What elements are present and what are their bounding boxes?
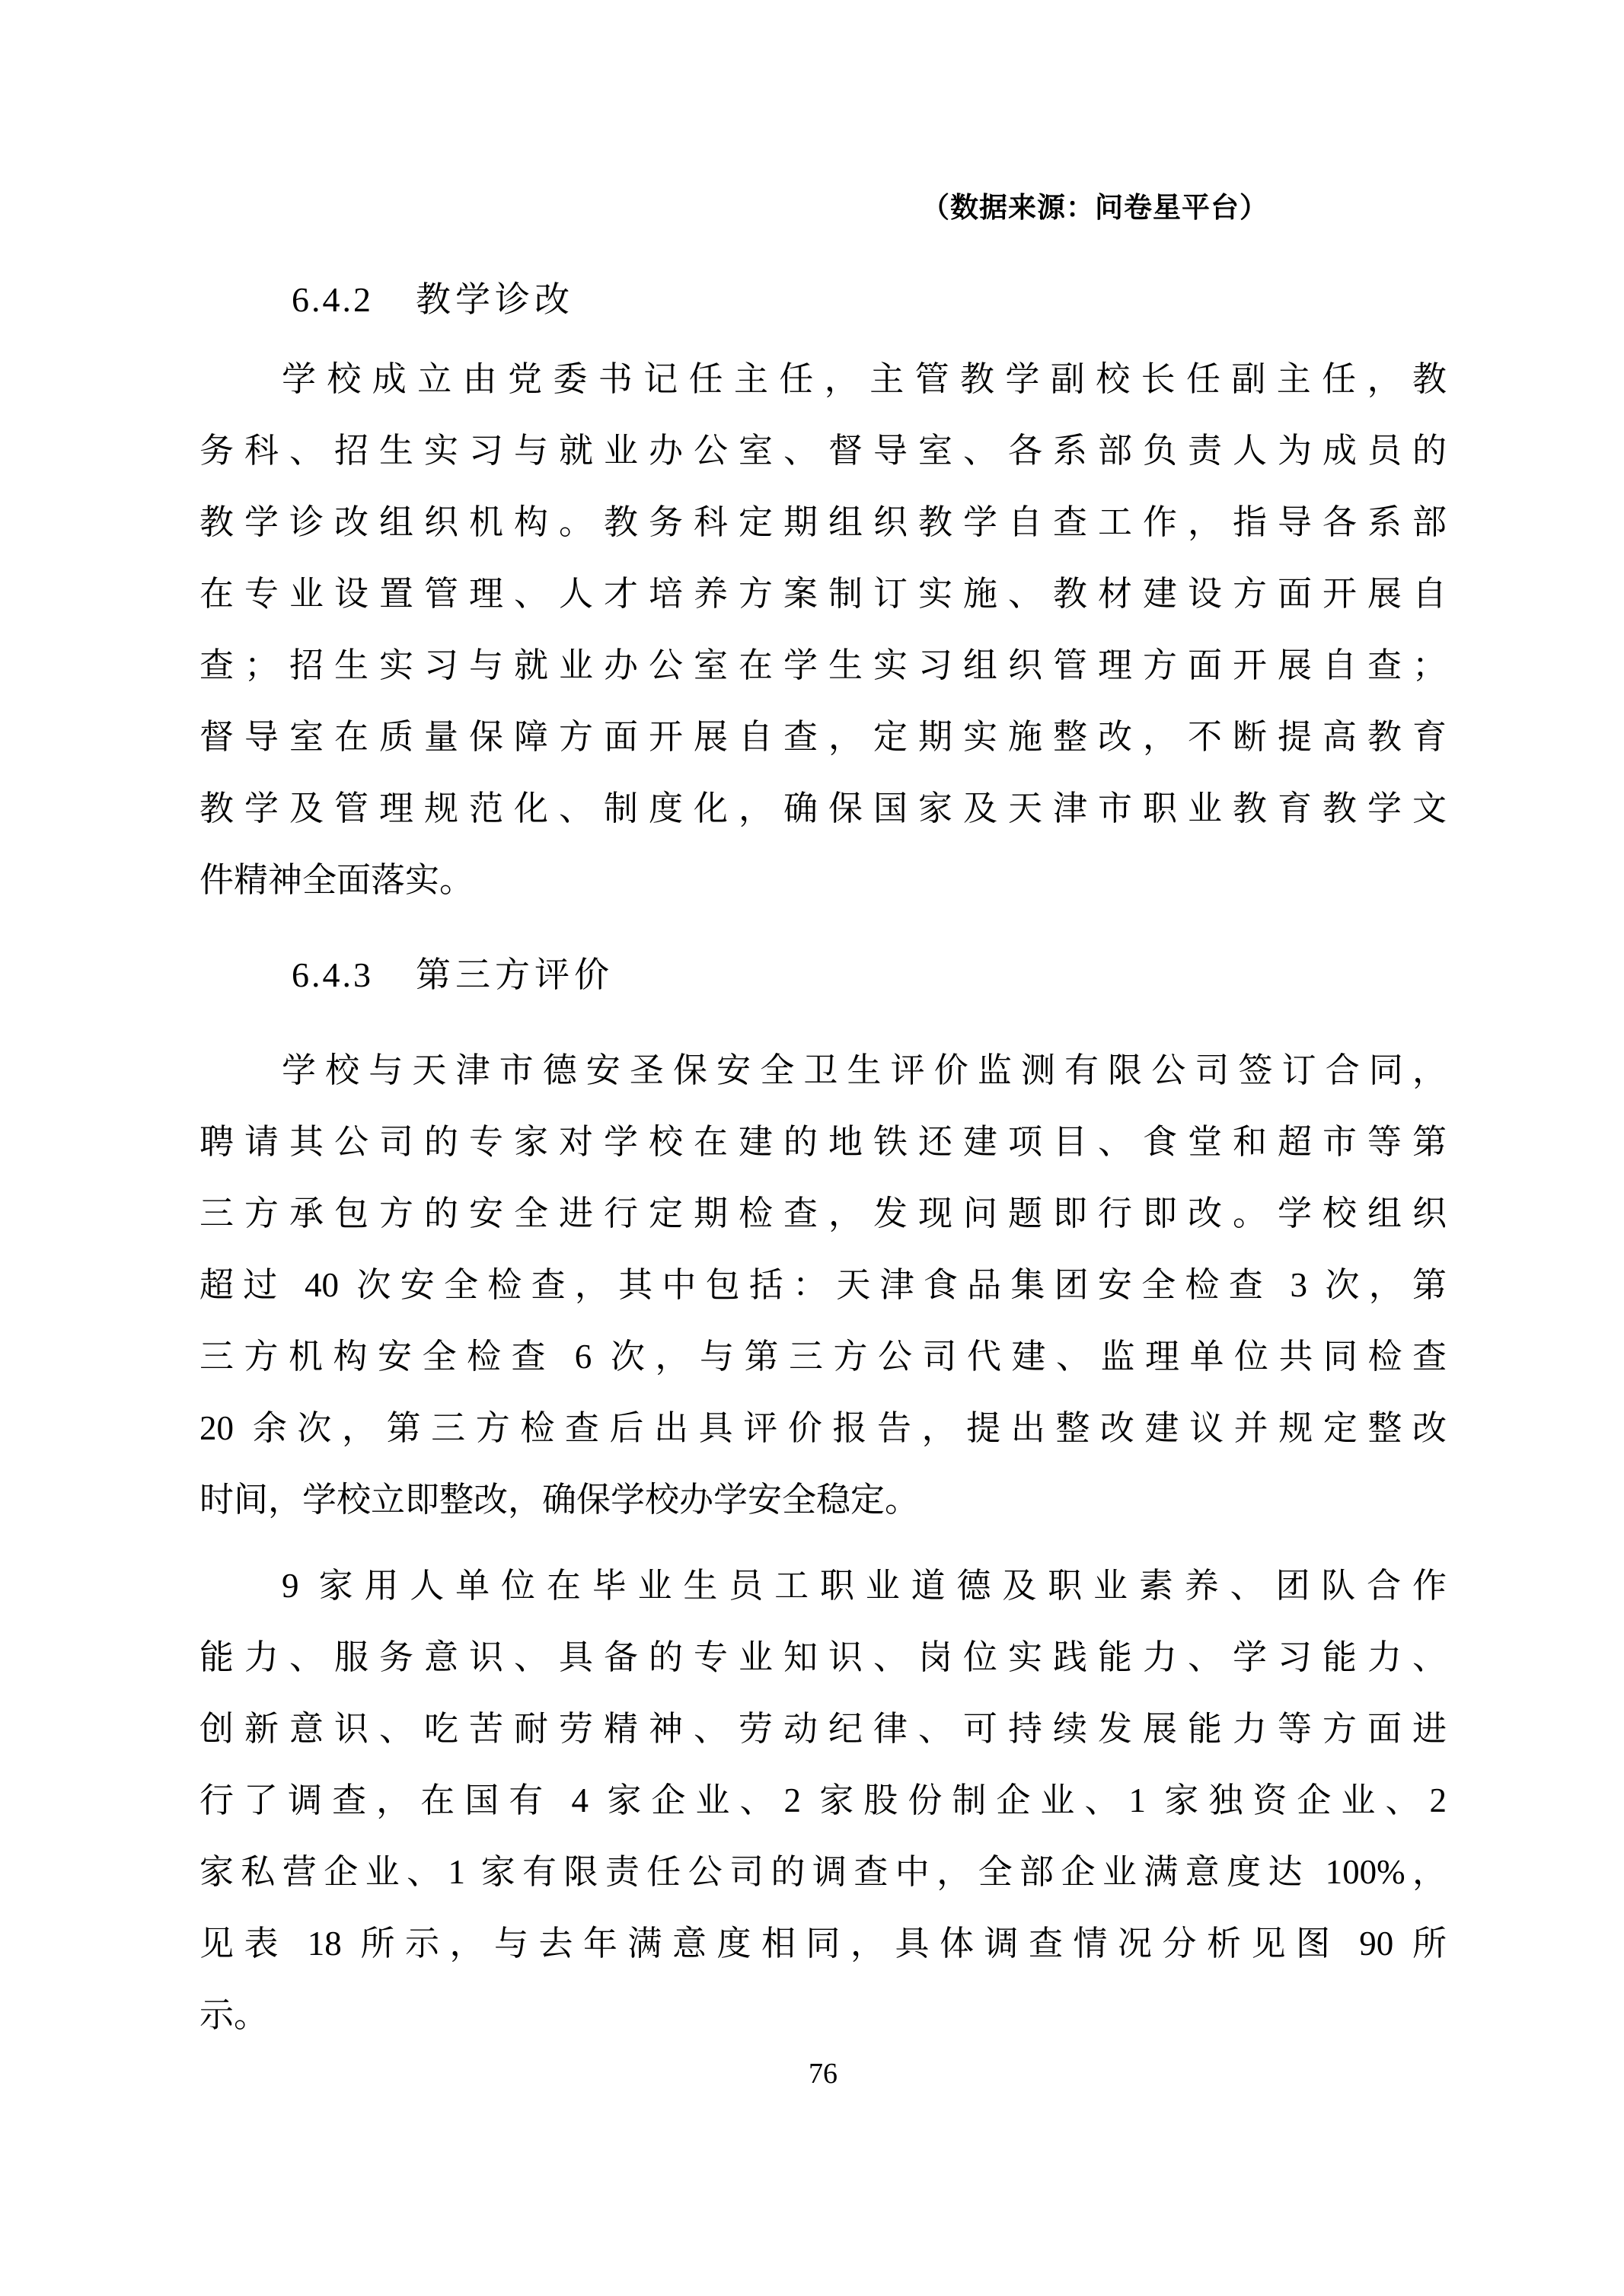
text-line: 务科、招生实习与就业办公室、督导室、各系部负责人为成员的	[199, 432, 1447, 470]
text-line: 20 余次，第三方检查后出具评价报告，提出整改建议并规定整改	[199, 1409, 1447, 1447]
text-line: 示。	[199, 1996, 269, 2034]
text-line: 查；招生实习与就业办公室在学生实习组织管理方面开展自查；	[199, 646, 1447, 684]
text-line: 家私营企业、1 家有限责任公司的调查中，全部企业满意度达 100%，	[199, 1853, 1447, 1891]
heading-number: 6.4.2	[292, 280, 373, 319]
text-line: 聘请其公司的专家对学校在建的地铁还建项目、食堂和超市等第	[199, 1123, 1447, 1161]
heading-title: 教学诊改	[416, 280, 574, 319]
paragraph-teaching-diagnosis	[199, 343, 1447, 916]
heading-title: 第三方评价	[416, 955, 614, 994]
heading-6-4-2	[199, 277, 1447, 323]
text-line: 三方机构安全检查 6 次，与第三方公司代建、监理单位共同检查	[199, 1338, 1447, 1376]
page-number: 76	[809, 2058, 838, 2090]
heading-number: 6.4.3	[292, 955, 373, 994]
text-line: 件精神全面落实。	[199, 861, 474, 899]
text-line: 行了调查，在国有 4 家企业、2 家股份制企业、1 家独资企业、2	[199, 1781, 1447, 1819]
text-line: 三方承包方的安全进行定期检查，发现问题即行即改。学校组织	[199, 1194, 1447, 1233]
text-line: 能力、服务意识、具备的专业知识、岗位实践能力、学习能力、	[199, 1638, 1447, 1676]
text-line: 学校与天津市德安圣保安全卫生评价监测有限公司签订合同，	[282, 1051, 1447, 1089]
text-line: 创新意识、吃苦耐劳精神、劳动纪律、可持续发展能力等方面进	[199, 1710, 1447, 1748]
text-line: 9 家用人单位在毕业生员工职业道德及职业素养、团队合作	[282, 1567, 1447, 1605]
text-line: 在专业设置管理、人才培养方案制订实施、教材建设方面开展自	[199, 575, 1447, 613]
paragraph-third-party-evaluation	[199, 1035, 1447, 1535]
text-line: 见表 18 所示，与去年满意度相同，具体调查情况分析见图 90 所	[199, 1924, 1447, 1963]
text-line: 超过 40 次安全检查，其中包括：天津食品集团安全检查 3 次，第	[199, 1266, 1447, 1304]
text-line: 学校成立由党委书记任主任，主管教学副校长任副主任，教	[282, 360, 1447, 398]
text-line: 督导室在质量保障方面开展自查，定期实施整改，不断提高教育	[199, 718, 1447, 756]
text-line: 教学诊改组织机构。教务科定期组织教学自查工作，指导各系部	[199, 503, 1447, 541]
text-line: 时间，学校立即整改，确保学校办学安全稳定。	[199, 1481, 920, 1519]
data-source-note: （数据来源：问卷星平台）	[921, 192, 1268, 223]
text-line: 教学及管理规范化、制度化，确保国家及天津市职业教育教学文	[199, 789, 1447, 828]
paragraph-employer-survey	[199, 1550, 1447, 2051]
heading-6-4-3	[199, 952, 1447, 998]
